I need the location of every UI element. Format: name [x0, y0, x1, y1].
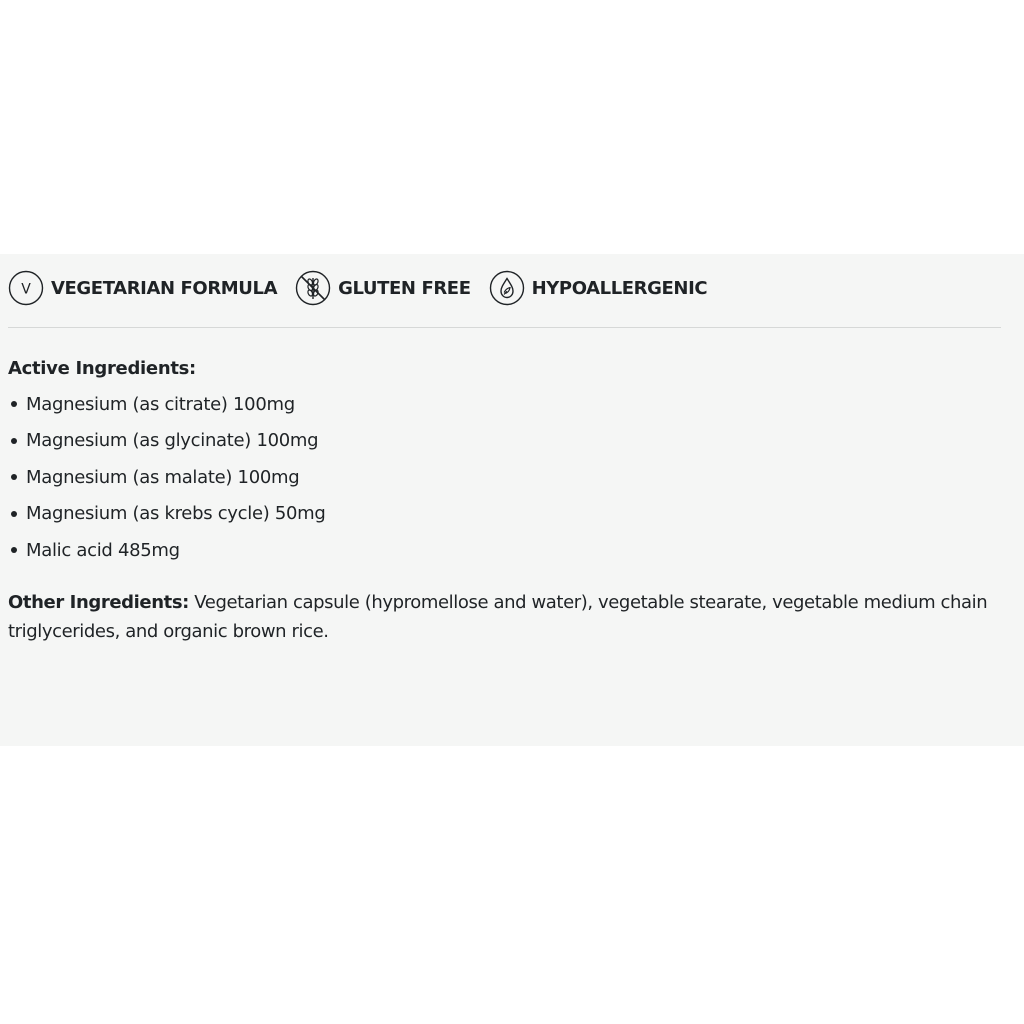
hypoallergenic-drop-icon	[489, 270, 525, 306]
active-ingredients-list	[8, 386, 326, 569]
ingredient-text: Malic acid 485mg	[26, 539, 180, 561]
other-ingredients	[8, 588, 1008, 646]
divider	[8, 327, 1001, 328]
badge-gluten-free	[295, 270, 470, 306]
list-item	[8, 423, 326, 460]
bullet-icon	[11, 438, 17, 444]
list-item	[8, 496, 326, 533]
bullet-icon	[11, 401, 17, 407]
bullet-icon	[11, 511, 17, 517]
svg-text:V: V	[21, 281, 31, 298]
ingredient-text: Magnesium (as malate) 100mg	[26, 466, 300, 488]
gluten-free-wheat-icon	[295, 270, 331, 306]
other-ingredients-text: Vegetarian capsule (hypromellose and water), vegetable stearate, vegetable medium chain triglycerides, and organic brown rice.	[8, 592, 988, 642]
badge-label: HYPOALLERGENIC	[531, 277, 708, 299]
vegetarian-v-icon	[8, 270, 44, 306]
ingredient-text: Magnesium (as krebs cycle) 50mg	[26, 503, 326, 525]
ingredient-text: Magnesium (as glycinate) 100mg	[26, 430, 319, 452]
other-ingredients-label: Other Ingredients:	[8, 592, 189, 613]
bullet-icon	[11, 474, 17, 480]
ingredient-text: Magnesium (as citrate) 100mg	[26, 393, 295, 415]
badge-vegetarian	[8, 270, 277, 306]
feature-badges	[8, 268, 725, 308]
list-item	[8, 532, 326, 569]
list-item	[8, 386, 326, 423]
ingredients-panel	[0, 254, 1024, 746]
bullet-icon	[11, 547, 17, 553]
badge-label: VEGETARIAN FORMULA	[51, 277, 278, 299]
badge-hypoallergenic	[489, 270, 708, 306]
badge-label: GLUTEN FREE	[338, 277, 471, 299]
active-ingredients-heading: Active Ingredients:	[8, 358, 196, 379]
list-item	[8, 459, 326, 496]
